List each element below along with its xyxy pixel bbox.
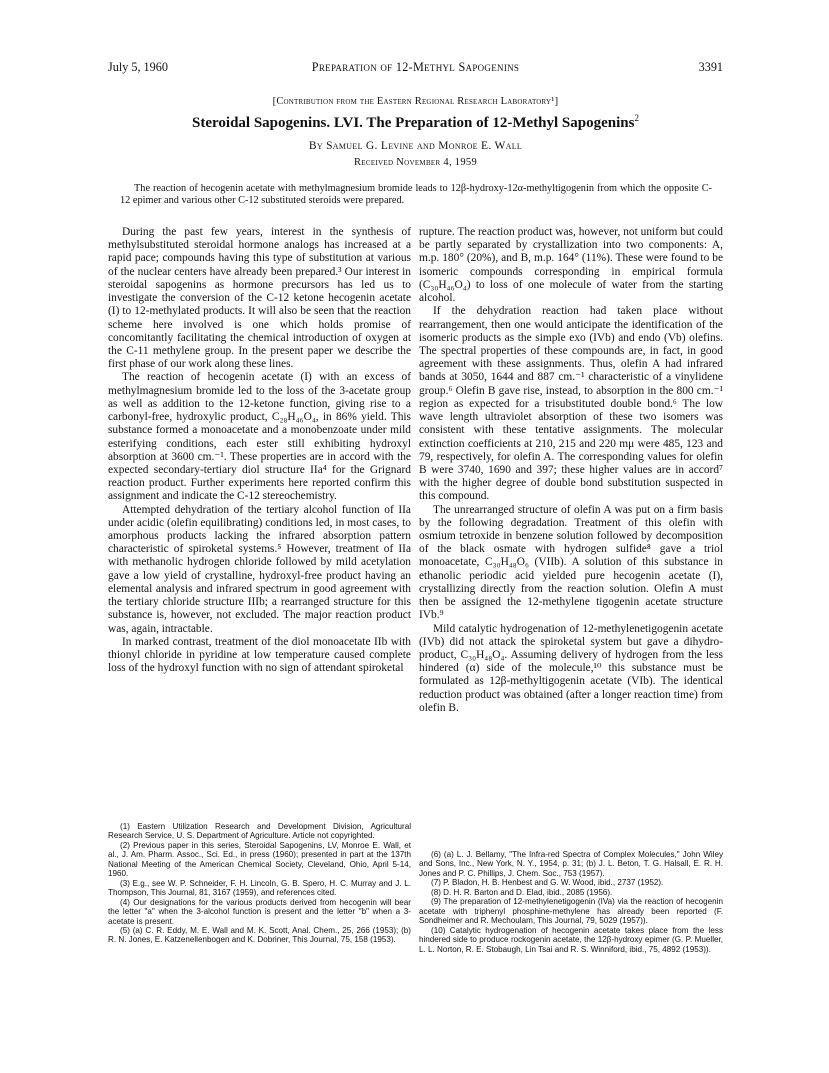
paragraph: The reaction of hecogenin acetate (I) with an excess of methylmagnesium bromide led to the loss of the 3-acetate group as well as addition to the 12-ketone function, giving rise to a carbonyl-free, hydroxylic product, C₂₈H₄₆O₄, in 86% yield. This substance formed a monoacetate and a monobenzoate under mild esterifying conditions, each ester still exhibiting hydroxyl absorption at 3600 cm.⁻¹. These properties are in accord with the expected secondary-tertiary diol structure IIa⁴ for the Grignard reaction product. Further experiments here reported confirm this assignment and indicate the C-12 stereochemistry. [108, 371, 411, 503]
body-column-right [419, 226, 723, 715]
page-number: 3391 [698, 60, 723, 74]
footnote: (8) D. H. R. Barton and D. Elad, ibid., 2085 (1956). [431, 887, 613, 897]
footnote: (6) (a) L. J. Bellamy, "The Infra-red Spectra of Complex Molecules," John Wiley and Sons, Inc., New York, N. Y., 1954, p. 31; (b) J. L. Beton, T. G. Halsall, E. R. H. Jones and P. C. Phillips, J. Chem. Soc., 753 (1957). [419, 850, 723, 878]
paragraph: During the past few years, interest in the synthesis of methylsubstituted steroidal hormone analogs has increased at a rapid pace; compounds having this type of substitution at various of the nuclear centers have already been prepared.³ Our interest in steroidal sapogenins as hormone precursors has led us to investigate the conversion of the C-12 ketone hecogenin acetate (I) to 12-methylated products. It will also be seen that the reaction scheme here involved is one which holds promise of concomitantly facilitating the chemical introduction of oxygen at the C-11 methylene group. In the present paper we describe the first phase of our work along these lines. [108, 226, 411, 371]
footnote: (10) Catalytic hydrogenation of hecogenin acetate takes place from the less hindered side to produce rockogenin acetate, the 12β-hydroxy epimer (G. P. Mueller, L. L. Norton, R. E. Stobaugh, Lin Tsai and R. S. Winniford, ibid., 75, 4892 (1953)). [419, 925, 723, 954]
body-column-left [108, 226, 411, 675]
paragraph: The unrearranged structure of olefin A was put on a firm basis by the following degradation. Treatment of this olefin with osmium tetroxide in benzene solution followed by decomposition of the black osmate with hydrogen sulfide⁸ gave a triol monoacetate, C₃₀H₄₈O₆ (VIIb). A solution of this substance in ethanolic periodic acid yielded pure hecogenin acetate (I), crystallizing directly from the reaction solution. Olefin A must then be assigned the 12-methylene tigogenin acetate structure IVb.⁹ [419, 503, 723, 622]
footnotes-left [108, 822, 411, 945]
footnote: (9) The preparation of 12-methylenetigogenin (IVa) via the reaction of hecogenin acetate with triphenyl phosphine-methylene has already been reported (F. Sondheimer and R. Mechoulam, This Journal, 79, 5029 (1957)). [419, 897, 723, 926]
footnote: (1) Eastern Utilization Research and Development Division, Agricultural Research Service, U. S. Department of Agriculture. Article not copyrighted. [108, 822, 411, 841]
running-head [108, 60, 723, 76]
footnote: (4) Our designations for the various products derived from hecogenin will bear the letter "a" when the 3-alcohol function is present and the letter "b" when a 3-acetate is present. [108, 897, 411, 926]
title-footnote-mark: 2 [634, 113, 639, 123]
footnote: (5) (a) C. R. Eddy, M. E. Wall and M. K. Scott, Anal. Chem., 25, 266 (1953); (b) R. N. Jones, E. Katzenellenbogen and K. Dobriner, This Journal, 75, 158 (1953). [108, 925, 411, 945]
issue-date: July 5, 1960 [108, 60, 168, 74]
author-line: By Samuel G. Levine and Monroe E. Wall [308, 140, 523, 152]
article-title [108, 113, 723, 132]
received-date: Received November 4, 1959 [354, 157, 477, 168]
paragraph: Attempted dehydration of the tertiary alcohol function of IIa under acidic (olefin equilibrating) conditions led, in most cases, to amorphous products lacking the infrared absorption pattern characteristic of spiroketal systems.⁵ However, treatment of IIa with methanolic hydrogen chloride followed by mild acetylation gave a low yield of crystalline, hydroxyl-free product having an elemental analysis and infrared spectrum in good agreement with the tertiary chloride structure IIIb; a rearranged structure for this substance is, however, not excluded. The major reaction product was, again, intractable. [108, 503, 411, 635]
contribution-line: [Contribution from the Eastern Regional Research Laboratory¹] [272, 96, 559, 107]
footnote: (3) E.g., see W. P. Schneider, F. H. Lincoln, G. B. Spero, H. C. Murray and J. L. Thompson, This Journal, 81, 3167 (1959), and references cited. [108, 878, 411, 898]
paragraph: Mild catalytic hydrogenation of 12-methylenetigogenin acetate (IVb) did not attack the spiroketal system but gave a dihydro-product, C₃₀H₄₈O₄. Assuming delivery of hydrogen from the less hindered (α) side of the molecule,¹⁰ this substance must be formulated as 12β-methyltigogenin acetate (VIb). The identical reduction product was obtained (after a longer reaction time) from olefin B. [419, 622, 723, 714]
paragraph: In marked contrast, treatment of the diol monoacetate IIb with thionyl chloride in pyridine at low temperature caused complete loss of the hydroxyl function with no sign of attendant spiroketal [108, 635, 411, 675]
footnote: (2) Previous paper in this series, Steroidal Sapogenins, LV, Monroe E. Wall, et al., J. Am. Pharm. Assoc., Sci. Ed., in press (1960); presented in part at the 137th National Meeting of the American Chemical Society, Cleveland, Ohio, April 5-14, 1960. [108, 840, 411, 879]
title-text: Steroidal Sapogenins. LVI. The Preparation of 12-Methyl Sapogenins [192, 115, 635, 131]
abstract: The reaction of hecogenin acetate with methylmagnesium bromide leads to 12β-hydroxy-12α-methyltigogenin from which the opposite C-12 epimer and various other C-12 substituted steroids were prepared. [120, 183, 712, 207]
paragraph: rupture. The reaction product was, however, not uniform but could be partly separated by crystallization into two components: A, m.p. 180° (20%), and B, m.p. 164° (11%). These were found to be isomeric compounds corresponding in empirical formula (C₃₀H₄₆O₄) to loss of one molecule of water from the starting alcohol. [419, 226, 723, 305]
footnotes-right [419, 850, 723, 954]
footnote: (7) P. Bladon, H. B. Henbest and G. W. Wood, ibid., 2737 (1952). [431, 878, 664, 888]
paragraph: If the dehydration reaction had taken place without rearrangement, then one would anticipate the identification of the isomeric products as the simple exo (IVb) and endo (Vb) olefins. The spectral properties of these compounds are, in fact, in good agreement with these assignments. Thus, olefin A had infrared bands at 3050, 1644 and 887 cm.⁻¹ characteristic of a vinylidene group.⁶ Olefin B gave rise, instead, to absorption in the 800 cm.⁻¹ region as expected for a trisubstituted double bond.⁶ The low wave length ultraviolet absorption of these two isomers was consistent with these tentative assignments. The molecular extinction coefficients at 210, 215 and 220 mμ were 485, 123 and 79, respectively, for olefin A. The corresponding values for olefin B were 3740, 1690 and 397; these higher values are in accord⁷ with the higher degree of double bond substitution suspected in this compound. [419, 305, 723, 503]
running-title: Preparation of 12-Methyl Sapogenins [311, 60, 520, 74]
